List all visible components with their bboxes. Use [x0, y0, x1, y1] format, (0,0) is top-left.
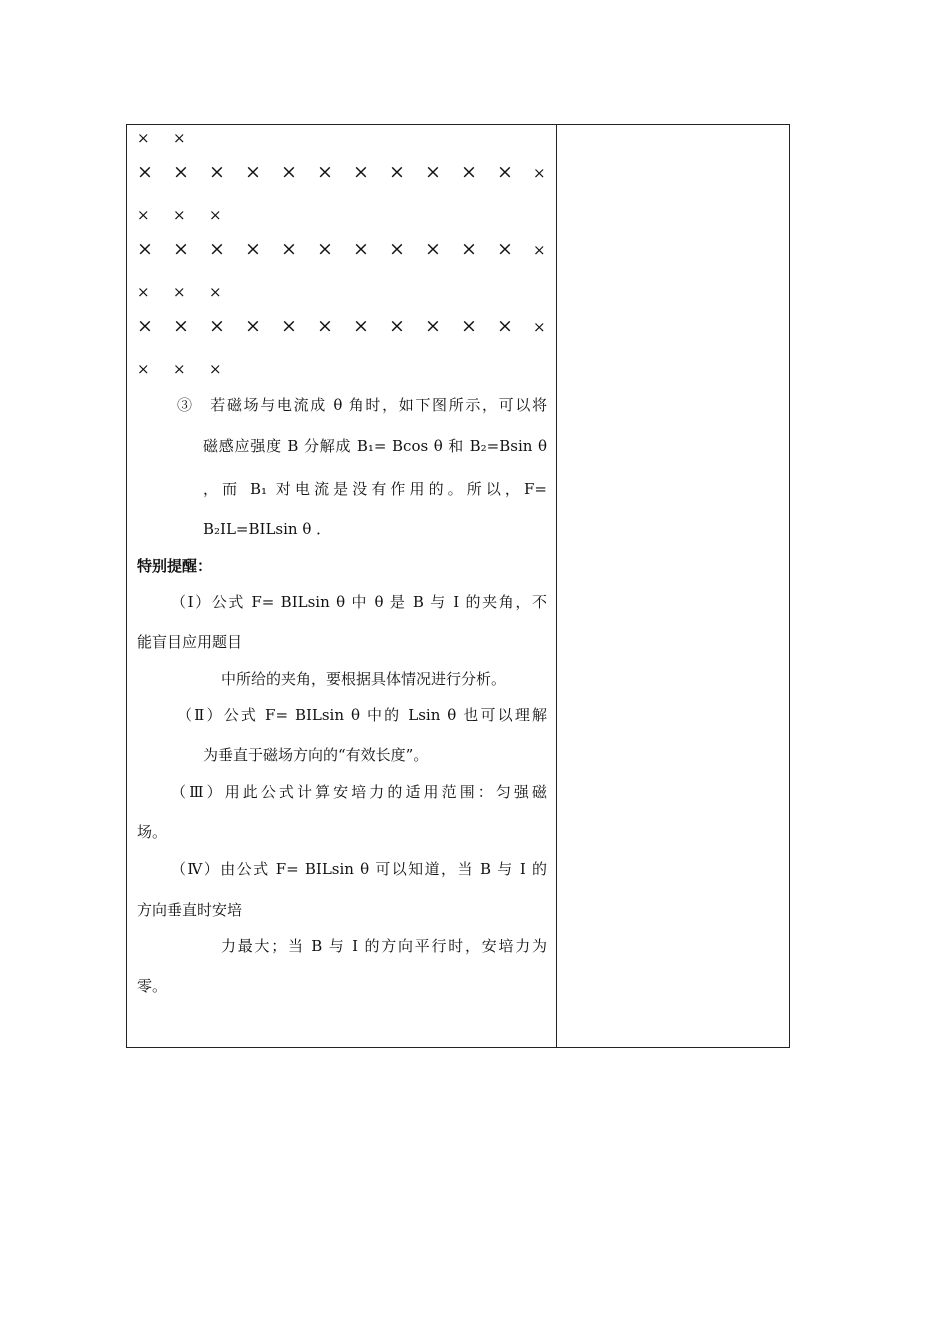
cross-mark: × [173, 129, 186, 147]
reminder-p1-line3: 中所给的夹角，要根据具体情况进行分析。 [221, 670, 507, 688]
cross-mark: × [317, 161, 333, 183]
cross-mark: × [461, 315, 477, 337]
cross-row-big-3 [137, 315, 569, 337]
cross-mark: × [353, 161, 369, 183]
cross-mark: × [137, 161, 153, 183]
cross-mark: × [173, 206, 186, 224]
cross-mark: × [425, 315, 441, 337]
cross-mark: × [497, 315, 513, 337]
case3-line2: 磁感应强度 B 分解成 B₁= Bcos θ 和 B₂=Bsin θ [203, 437, 547, 455]
cross-mark: × [137, 360, 150, 378]
content-table [126, 124, 790, 1048]
cross-mark: × [389, 315, 405, 337]
cross-mark: × [533, 318, 546, 336]
cross-mark: × [137, 129, 150, 147]
reminder-p1-line1: （Ⅰ）公式 F= BILsin θ 中 θ 是 B 与 I 的夹角，不 [171, 593, 547, 611]
cross-row-big-1 [137, 161, 569, 183]
cross-mark: × [137, 238, 153, 260]
cross-mark: × [209, 315, 225, 337]
cross-mark: × [137, 206, 150, 224]
cross-mark: × [245, 238, 261, 260]
reminder-p3-line2: 场。 [137, 823, 168, 841]
cross-mark: × [281, 161, 297, 183]
cross-mark: × [209, 283, 222, 301]
reminder-p4-line1: （Ⅳ）由公式 F= BILsin θ 可以知道，当 B 与 I 的 [171, 860, 547, 878]
cross-mark: × [137, 315, 153, 337]
cross-mark: × [209, 206, 222, 224]
reminder-p1-line2: 能盲目应用题目 [137, 633, 243, 651]
cross-row-small-2 [137, 206, 245, 224]
case3-line4: B₂IL=BILsin θ ． [203, 520, 332, 538]
cross-mark: × [245, 315, 261, 337]
cross-mark: × [245, 161, 261, 183]
cross-mark: × [425, 161, 441, 183]
cross-mark: × [173, 315, 189, 337]
cross-mark: × [281, 315, 297, 337]
cross-mark: × [137, 283, 150, 301]
cross-mark: × [389, 238, 405, 260]
cross-mark: × [353, 315, 369, 337]
cross-mark: × [173, 238, 189, 260]
reminder-p3-line1: （Ⅲ）用此公式计算安培力的适用范围：匀强磁 [171, 783, 547, 801]
reminder-title: 特别提醒： [137, 557, 213, 575]
cross-mark: × [209, 161, 225, 183]
reminder-p4-line3: 力最大；当 B 与 I 的方向平行时，安培力为 [221, 937, 547, 955]
cross-mark: × [461, 161, 477, 183]
cross-row-small-4 [137, 360, 245, 378]
cross-mark: × [209, 360, 222, 378]
cross-mark: × [389, 161, 405, 183]
reminder-p4-line2: 方向垂直时安培 [137, 901, 243, 919]
reminder-p2-line1: （Ⅱ）公式 F= BILsin θ 中的 Lsin θ 也可以理解 [177, 706, 547, 724]
column-divider [556, 125, 557, 1047]
cross-mark: × [317, 238, 333, 260]
cross-mark: × [281, 238, 297, 260]
cross-mark: × [461, 238, 477, 260]
reminder-p2-line2: 为垂直于磁场方向的“有效长度”。 [203, 746, 429, 764]
case3-line3: ，而 B₁ 对电流是没有作用的。所以，F= [203, 480, 547, 498]
cross-mark: × [497, 238, 513, 260]
cross-mark: × [173, 161, 189, 183]
cross-mark: × [425, 238, 441, 260]
cross-mark: × [497, 161, 513, 183]
cross-row-small-1 [137, 129, 209, 147]
cross-row-small-3 [137, 283, 245, 301]
cross-mark: × [353, 238, 369, 260]
cross-mark: × [533, 164, 546, 182]
cross-mark: × [317, 315, 333, 337]
cross-mark: × [209, 238, 225, 260]
reminder-p4-line4: 零。 [137, 977, 168, 995]
cross-mark: × [173, 283, 186, 301]
cross-mark: × [173, 360, 186, 378]
case3-line1: ③ 若磁场与电流成 θ 角时，如下图所示，可以将 [177, 396, 547, 414]
cross-mark: × [533, 241, 546, 259]
cross-row-big-2 [137, 238, 569, 260]
